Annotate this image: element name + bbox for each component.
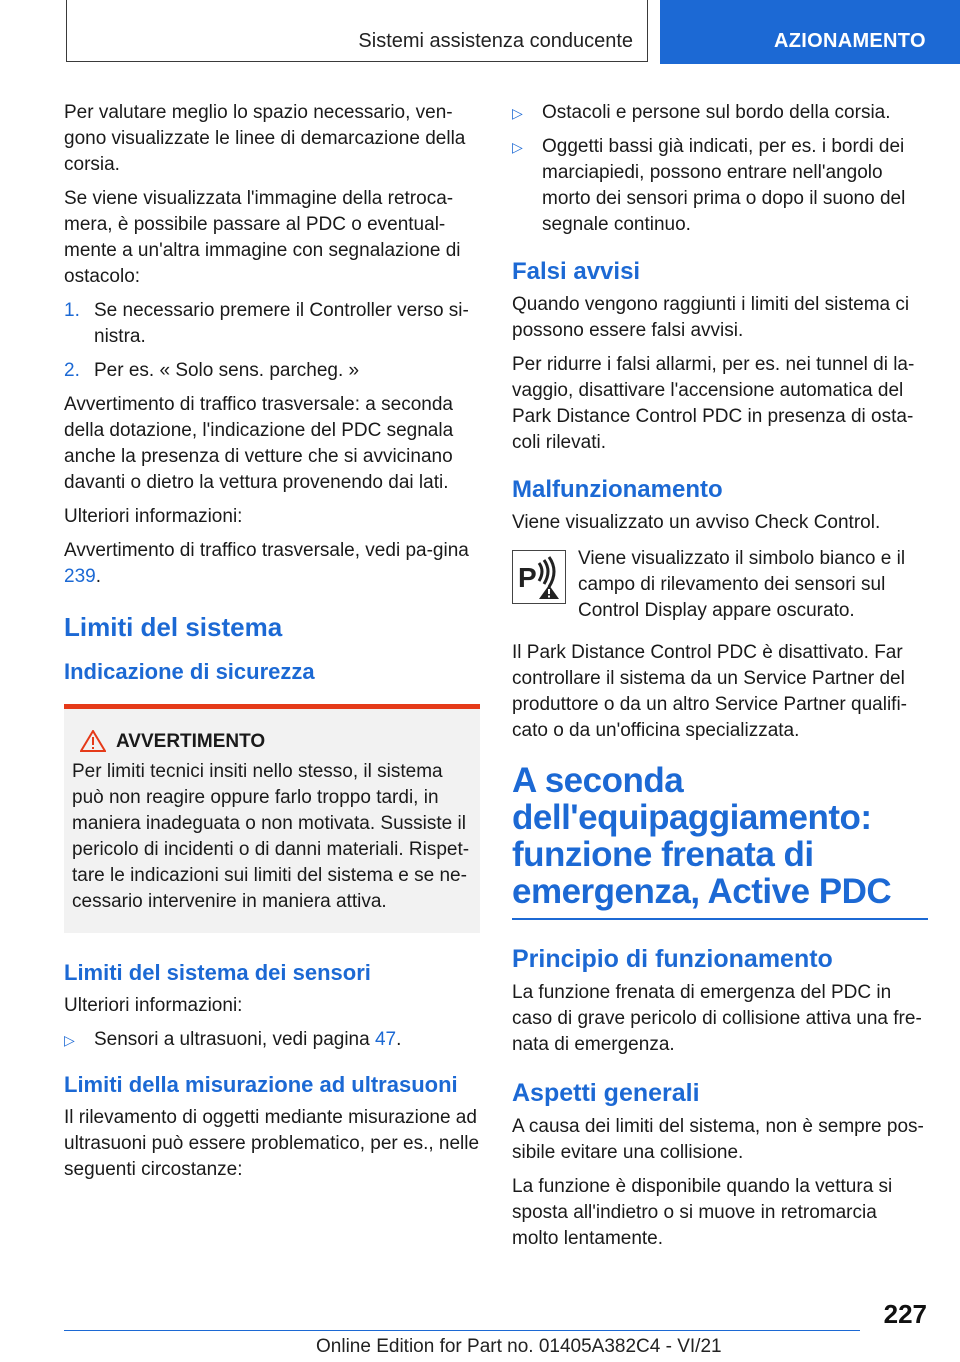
step-number: 2. [64,360,80,381]
paragraph: Ulteriori informazioni: [64,506,243,527]
heading-malfunction: Malfunzionamento [512,476,723,503]
step-text: Per es. « Solo sens. parcheg. » [94,360,360,381]
list-item-text: Sensori a ultrasuoni, vedi pagina [94,1029,375,1050]
paragraph: Ulteriori informazioni: [64,995,243,1016]
heading-emergency-braking: A seconda dell'equipaggiamento: funzione frenata di emergenza, Active PDC [512,762,928,920]
heading-safety-notice: Indicazione di sicurezza [64,659,315,684]
list-item-text: Oggetti bassi già indicati, per es. i bordi dei marciapiedi, possono entrare nell'angolo morto dei sensori prima o dopo il suono del segnale continuo. [542,136,906,235]
warning-triangle-icon [80,730,106,752]
list-item [512,134,928,238]
svg-text:P: P [518,562,537,593]
heading-ultrasound-limits: Limiti della misurazione ad ultrasuoni [64,1072,458,1097]
heading-false-warnings: Falsi avvisi [512,258,641,285]
warning-box [64,704,480,933]
numbered-step [64,358,480,384]
paragraph: Il Park Distance Control PDC è disattivato. Far controllare il sistema da un Service Partner del produttore o da un altro Service Partner qualifi‐cato o da un'officina specializzata. [512,642,907,741]
punctuation: . [95,566,101,587]
paragraph: La funzione è disponibile quando la vettura si sposta all'indietro o si muove in retromarcia molto lentamente. [512,1176,893,1249]
list-item-text: Ostacoli e persone sul bordo della corsia. [542,102,891,123]
paragraph: Se viene visualizzata l'immagine della retroca‐mera, è possibile passare al PDC o eventual‐mente a un'altra immagine con segnalazione di ostacolo: [64,188,461,287]
paragraph: Quando vengono raggiunti i limiti del sistema ci possono essere falsi avvisi. [512,294,910,341]
left-column [64,100,480,1191]
punctuation: . [396,1029,402,1050]
list-item [512,100,928,126]
paragraph: La funzione frenata di emergenza del PDC in caso di grave pericolo di collisione attiva una fre‐nata di emergenza. [512,982,922,1055]
footer-divider [64,1330,860,1331]
heading-sensor-limits: Limiti del sistema dei sensori [64,960,371,985]
triangle-bullet-icon: ▷ [64,1032,75,1048]
warning-title-text: AVVERTIMENTO [116,731,266,752]
paragraph: A causa dei limiti del sistema, non è sempre pos‐sibile evitare una collisione. [512,1116,924,1163]
heading-system-limits: Limiti del sistema [64,612,283,642]
paragraph-with-reference [64,538,480,590]
chapter-tab[interactable] [660,0,960,64]
edition-footer: Online Edition for Part no. 01405A382C4 - VI/21 [316,1336,722,1357]
triangle-bullet-icon: ▷ [512,139,523,155]
step-number: 1. [64,300,80,321]
paragraph: Avvertimento di traffico trasversale: a seconda della dotazione, l'indicazione del PDC segnala anche la presenza di vetture che si avvicinano davanti o dietro la vettura provenendo dai lati. [64,394,454,493]
pdc-malfunction-icon [512,550,566,604]
page-reference-link[interactable]: 239 [64,566,96,587]
chapter-tab-label: AZIONAMENTO [774,30,926,52]
triangle-bullet-icon: ▷ [512,105,523,121]
paragraph: Per valutare meglio lo spazio necessario, ven‐gono visualizzate le linee di demarcazione della corsia. [64,102,466,175]
paragraph: Viene visualizzato il simbolo bianco e il campo di rilevamento dei sensori sul Control Display appare oscurato. [578,548,906,621]
page-reference-link[interactable]: 47 [374,1029,397,1050]
icon-note [512,546,928,624]
right-column [512,100,928,1260]
numbered-step [64,298,480,350]
paragraph: Il rilevamento di oggetti mediante misurazione ad ultrasuoni può essere problematico, per es., nelle seguenti circostanze: [64,1107,480,1180]
reference-text: Avvertimento di traffico trasversale, vedi pa‐gina [64,540,469,561]
heading-working-principle: Principio di funzionamento [512,945,833,973]
warning-title [72,729,472,755]
paragraph: Per ridurre i falsi allarmi, per es. nei tunnel di la‐vaggio, disattivare l'accensione automatica del Park Distance Control PDC in presenza di osta‐coli rilevati. [512,354,915,453]
header-section-box [66,0,648,62]
list-item [64,1027,480,1053]
page-number: 227 [883,1299,927,1329]
paragraph: Viene visualizzato un avviso Check Control. [512,512,881,533]
heading-general-aspects: Aspetti generali [512,1079,700,1107]
warning-text: Per limiti tecnici insiti nello stesso, il sistema può non reagire oppure farlo troppo tardi, in maniera inadeguata o non motivata. Sussiste il pericolo di incidenti o di danni materiali. Rispet‐tare le indicazioni sui limiti del sistema e se ne‐cessario intervenire in maniera attiva. [72,761,470,912]
section-title: Sistemi assistenza conducente [358,30,633,52]
step-text: Se necessario premere il Controller verso si‐nistra. [94,300,469,347]
